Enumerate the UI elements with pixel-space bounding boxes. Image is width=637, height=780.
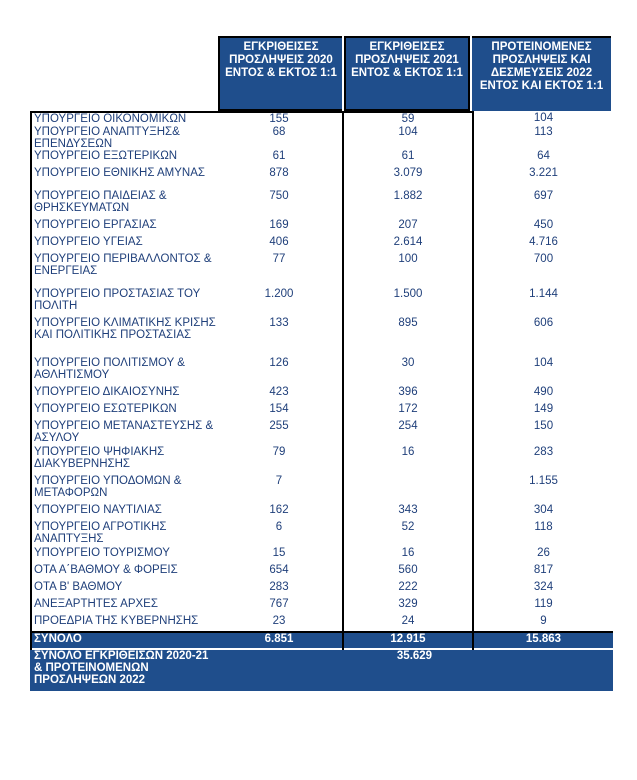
hiring-table — [30, 111, 613, 691]
row-value-2020: 750 — [269, 190, 289, 202]
row-value-2022: 606 — [533, 317, 554, 329]
header-2021: ΕΓΚΡΙΘΕΙΣΕΣ ΠΡΟΣΛΗΨΕΙΣ 2021 ΕΝΤΟΣ & ΕΚΤΟΣ 1:1 — [344, 36, 470, 111]
row-name: ΥΠΟΥΡΓΕΙΟ ΠΡΟΣΤΑΣΙΑΣ ΤΟΥ ΠΟΛΙΤΗ — [31, 288, 216, 317]
row-value-2021: 172 — [343, 403, 473, 420]
row-value-2021: 1.500 — [343, 288, 473, 317]
total-label: ΣΥΝΟΛΟ — [31, 632, 216, 649]
row-value-2022: 113 — [534, 126, 553, 138]
row-value-2021: 61 — [343, 150, 473, 167]
table-row — [31, 253, 613, 288]
row-value-2020: 77 — [272, 253, 286, 265]
row-name: ΥΠΟΥΡΓΕΙΟ ΑΓΡΟΤΙΚΗΣ ΑΝΑΠΤΥΞΗΣ — [31, 521, 216, 547]
row-name: ΥΠΟΥΡΓΕΙΟ ΕΘΝΙΚΗΣ ΑΜΥΝΑΣ — [31, 167, 216, 190]
row-value-2022: 26 — [537, 547, 550, 559]
row-value-2021: 52 — [343, 521, 473, 547]
row-value-2022: 3.221 — [529, 167, 558, 179]
row-value-2020: 23 — [272, 615, 286, 627]
row-value-2022: 490 — [533, 386, 554, 398]
row-name: ΥΠΟΥΡΓΕΙΟ ΚΛΙΜΑΤΙΚΗΣ ΚΡΙΣΗΣ ΚΑΙ ΠΟΛΙΤΙΚΗΣ ΠΡΟΣΤΑΣΙΑΣ — [31, 317, 216, 357]
grand-total-row — [31, 649, 613, 691]
table-row — [31, 504, 613, 521]
row-name: ΥΠΟΥΡΓΕΙΟ ΠΟΛΙΤΙΣΜΟΥ & ΑΘΛΗΤΙΣΜΟΥ — [31, 357, 216, 386]
row-value-2020: 654 — [269, 564, 289, 576]
row-value-2021: 207 — [343, 219, 473, 236]
row-name: ΥΠΟΥΡΓΕΙΟ ΕΣΩΤΕΡΙΚΩΝ — [31, 403, 216, 420]
row-name: ΥΠΟΥΡΓΕΙΟ ΠΑΙΔΕΙΑΣ & ΘΡΗΣΚΕΥΜΑΤΩΝ — [31, 190, 216, 219]
row-value-2020: 68 — [272, 126, 286, 138]
row-value-2022: 1.155 — [529, 475, 558, 487]
row-value-2021: 100 — [343, 253, 473, 288]
table-row — [31, 564, 613, 581]
row-value-2020: 7 — [275, 475, 283, 487]
row-value-2020: 406 — [269, 236, 289, 248]
row-value-2022: 119 — [534, 598, 553, 610]
row-name: ΟΤΑ Β' ΒΑΘΜΟΥ — [31, 581, 216, 598]
table-row — [31, 150, 613, 167]
header-2022: ΠΡΟΤΕΙΝΟΜΕΝΕΣ ΠΡΟΣΛΗΨΕΙΣ ΚΑΙ ΔΕΣΜΕΥΣΕΙΣ 2022 ΕΝΤΟΣ ΚΑΙ ΕΚΤΟΣ 1:1 — [472, 36, 611, 111]
row-value-2021: 222 — [343, 581, 473, 598]
row-value-2021: 1.882 — [343, 190, 473, 219]
row-name: ΥΠΟΥΡΓΕΙΟ ΝΑΥΤΙΛΙΑΣ — [31, 504, 216, 521]
table-row — [31, 598, 613, 615]
row-value-2021: 16 — [343, 446, 473, 475]
row-value-2020: 126 — [269, 357, 289, 369]
row-value-2022: 700 — [533, 253, 554, 265]
table-row — [31, 236, 613, 253]
table-row — [31, 615, 613, 632]
row-value-2021: 30 — [343, 357, 473, 386]
table-row — [31, 357, 613, 386]
table-row — [31, 126, 613, 150]
table-row — [31, 219, 613, 236]
row-value-2022: 450 — [533, 219, 554, 231]
row-value-2022: 150 — [533, 420, 554, 432]
row-value-2022: 817 — [533, 564, 554, 576]
row-value-2020: 155 — [216, 112, 343, 126]
header-2020: ΕΓΚΡΙΘΕΙΣΕΣ ΠΡΟΣΛΗΨΕΙΣ 2020 ΕΝΤΟΣ & ΕΚΤΟΣ 1:1 — [218, 36, 342, 111]
row-value-2022: 118 — [534, 521, 553, 533]
row-value-2020: 79 — [272, 446, 286, 458]
row-name: ΟΤΑ Α΄ΒΑΘΜΟΥ & ΦΟΡΕΙΣ — [31, 564, 216, 581]
row-value-2022: 697 — [533, 190, 554, 202]
row-value-2021: 59 — [343, 112, 473, 126]
row-value-2020: 61 — [272, 150, 286, 162]
row-value-2020: 767 — [269, 598, 289, 610]
row-name: ΥΠΟΥΡΓΕΙΟ ΜΕΤΑΝΑΣΤΕΥΣΗΣ & ΑΣΥΛΟΥ — [31, 420, 216, 446]
row-value-2020: 133 — [269, 317, 289, 329]
row-value-2021: 24 — [343, 615, 473, 632]
row-value-2020: 283 — [269, 581, 289, 593]
row-value-2020: 15 — [272, 547, 286, 559]
row-value-2021: 343 — [343, 504, 473, 521]
row-value-2020: 878 — [269, 167, 289, 179]
table-row — [31, 190, 613, 219]
row-value-2022: 324 — [533, 581, 554, 593]
row-name: ΥΠΟΥΡΓΕΙΟ ΥΠΟΔΟΜΩΝ & ΜΕΤΑΦΟΡΩΝ — [31, 475, 216, 504]
table-row — [31, 112, 613, 126]
row-value-2022: 4.716 — [529, 236, 558, 248]
row-value-2022: 283 — [533, 446, 554, 458]
row-value-2021: 254 — [343, 420, 473, 446]
row-value-2020: 6 — [275, 521, 283, 533]
total-2022: 15.863 — [473, 632, 613, 649]
row-value-2021: 104 — [343, 126, 473, 150]
row-value-2021: 2.614 — [343, 236, 473, 253]
grand-total-label: ΣΥΝΟΛΟ ΕΓΚΡΙΘΕΙΣΩΝ 2020-21 & ΠΡΟΤΕΙΝΟΜΕΝΩΝ ΠΡΟΣΛΗΨΕΩΝ 2022 — [31, 649, 216, 691]
row-value-2022: 104 — [533, 112, 554, 124]
row-name: ΥΠΟΥΡΓΕΙΟ ΤΟΥΡΙΣΜΟΥ — [31, 547, 216, 564]
table-header — [30, 36, 610, 111]
row-name: ΥΠΟΥΡΓΕΙΟ ΑΝΑΠΤΥΞΗΣ& ΕΠΕΝΔΥΣΕΩΝ — [31, 126, 216, 150]
grand-total-value: 35.629 — [216, 649, 613, 691]
table-row — [31, 317, 613, 357]
total-2020: 6.851 — [216, 632, 343, 649]
row-value-2022: 304 — [533, 504, 554, 516]
row-name: ΥΠΟΥΡΓΕΙΟ ΕΡΓΑΣΙΑΣ — [31, 219, 216, 236]
row-value-2020: 255 — [269, 420, 289, 432]
row-value-2020: 169 — [269, 219, 289, 231]
table-row — [31, 288, 613, 317]
hiring-table-sheet — [30, 36, 610, 691]
row-value-2022: 1.144 — [529, 288, 558, 300]
table-row — [31, 403, 613, 420]
row-name: ΥΠΟΥΡΓΕΙΟ ΠΕΡΙΒΑΛΛΟΝΤΟΣ & ΕΝΕΡΓΕΙΑΣ — [31, 253, 216, 288]
row-value-2021: 895 — [343, 317, 473, 357]
row-value-2020: 154 — [269, 403, 289, 415]
row-name: ΠΡΟΕΔΡΙΑ ΤΗΣ ΚΥΒΕΡΝΗΣΗΣ — [31, 615, 216, 632]
table-row — [31, 386, 613, 403]
row-name: ΥΠΟΥΡΓΕΙΟ ΥΓΕΙΑΣ — [31, 236, 216, 253]
row-value-2021: 560 — [343, 564, 473, 581]
row-name: ΥΠΟΥΡΓΕΙΟ ΨΗΦΙΑΚΗΣ ΔΙΑΚΥΒΕΡΝΗΣΗΣ — [31, 446, 216, 475]
row-value-2020: 423 — [269, 386, 289, 398]
row-value-2021 — [343, 475, 473, 504]
row-value-2022: 64 — [537, 150, 550, 162]
total-row — [31, 632, 613, 649]
row-value-2021: 3.079 — [343, 167, 473, 190]
row-name: ΥΠΟΥΡΓΕΙΟ ΕΞΩΤΕΡΙΚΩΝ — [31, 150, 216, 167]
table-row — [31, 167, 613, 190]
table-row — [31, 475, 613, 504]
row-value-2022: 149 — [533, 403, 554, 415]
row-value-2022: 104 — [533, 357, 554, 369]
row-name: ΑΝΕΞΑΡΤΗΤΕΣ ΑΡΧΕΣ — [31, 598, 216, 615]
row-name: ΥΠΟΥΡΓΕΙΟ ΟΙΚΟΝΟΜΙΚΩΝ — [31, 112, 216, 126]
row-value-2021: 16 — [343, 547, 473, 564]
table-row — [31, 581, 613, 598]
row-value-2020: 162 — [269, 504, 289, 516]
row-value-2021: 396 — [343, 386, 473, 403]
table-row — [31, 547, 613, 564]
table-row — [31, 420, 613, 446]
row-value-2022: 9 — [540, 615, 547, 627]
table-row — [31, 446, 613, 475]
table-row — [31, 521, 613, 547]
row-name: ΥΠΟΥΡΓΕΙΟ ΔΙΚΑΙΟΣΥΝΗΣ — [31, 386, 216, 403]
row-value-2020: 1.200 — [264, 288, 294, 300]
row-value-2021: 329 — [343, 598, 473, 615]
total-2021: 12.915 — [343, 632, 473, 649]
